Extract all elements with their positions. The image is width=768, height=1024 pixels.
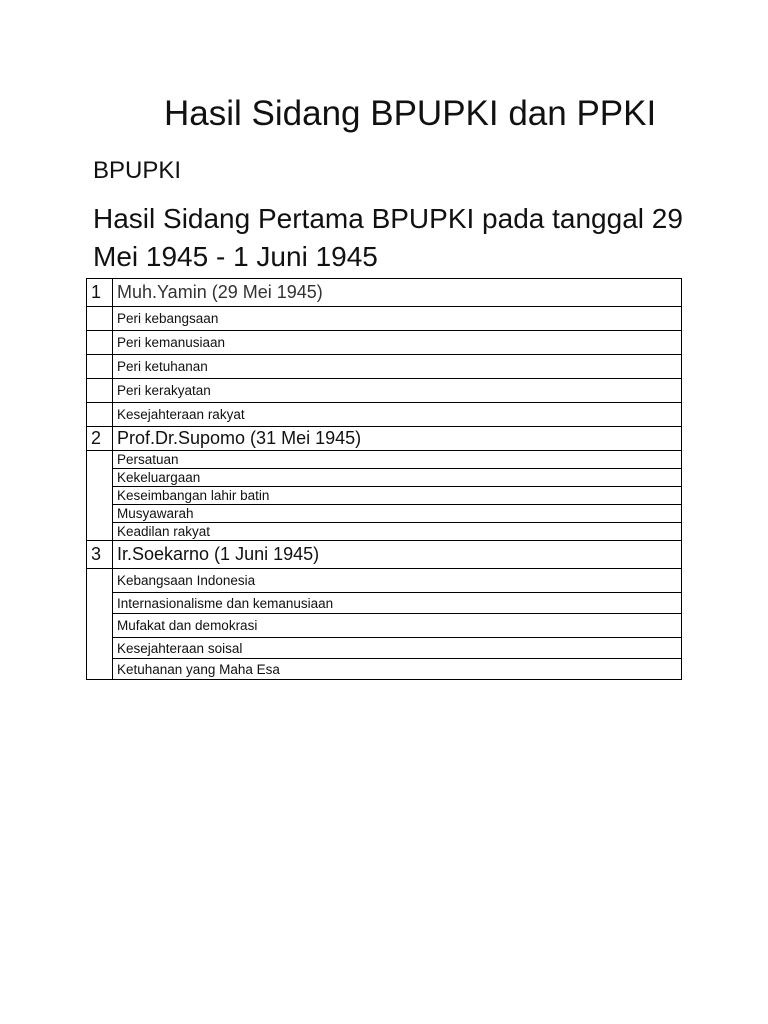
page-title: Hasil Sidang BPUPKI dan PPKI <box>164 94 657 133</box>
table-row <box>87 331 682 355</box>
table-row <box>87 659 682 680</box>
group-number: 2 <box>87 427 113 451</box>
blank-cell <box>87 403 113 427</box>
list-item: Kekeluargaan <box>113 469 682 487</box>
table-row <box>87 451 682 469</box>
list-item: Internasionalisme dan kemanusiaan <box>113 593 682 614</box>
group-header-row <box>87 541 682 569</box>
table-row <box>87 487 682 505</box>
group-name: Muh.Yamin (29 Mei 1945) <box>113 279 682 307</box>
sub-heading: Hasil Sidang Pertama BPUPKI pada tanggal 29 Mei 1945 - 1 Juni 1945 <box>93 203 683 272</box>
table-row <box>87 523 682 541</box>
group-header-row <box>87 427 682 451</box>
group-name: Prof.Dr.Supomo (31 Mei 1945) <box>113 427 682 451</box>
list-item: Persatuan <box>113 451 682 469</box>
blank-cell <box>87 331 113 355</box>
list-item: Peri kemanusiaan <box>113 331 682 355</box>
table-row <box>87 403 682 427</box>
list-item: Kesejahteraan rakyat <box>113 403 682 427</box>
list-item: Peri kebangsaan <box>113 307 682 331</box>
list-item: Mufakat dan demokrasi <box>113 614 682 638</box>
table-row <box>87 469 682 487</box>
blank-cell <box>87 307 113 331</box>
blank-cell <box>87 451 113 541</box>
table-row <box>87 355 682 379</box>
blank-cell <box>87 379 113 403</box>
group-number: 1 <box>87 279 113 307</box>
table-row <box>87 307 682 331</box>
table-row <box>87 379 682 403</box>
list-item: Peri kerakyatan <box>113 379 682 403</box>
table-row <box>87 593 682 614</box>
blank-cell <box>87 355 113 379</box>
table-row <box>87 505 682 523</box>
table-row <box>87 569 682 593</box>
list-item: Kesejahteraan soisal <box>113 638 682 659</box>
group-number: 3 <box>87 541 113 569</box>
results-table <box>86 278 682 680</box>
blank-cell <box>87 569 113 680</box>
list-item: Keadilan rakyat <box>113 523 682 541</box>
list-item: Ketuhanan yang Maha Esa <box>113 659 682 680</box>
table-row <box>87 614 682 638</box>
list-item: Kebangsaan Indonesia <box>113 569 682 593</box>
group-header-row <box>87 279 682 307</box>
section-heading: BPUPKI <box>93 157 182 184</box>
list-item: Keseimbangan lahir batin <box>113 487 682 505</box>
table-row <box>87 638 682 659</box>
list-item: Musyawarah <box>113 505 682 523</box>
group-name: Ir.Soekarno (1 Juni 1945) <box>113 541 682 569</box>
list-item: Peri ketuhanan <box>113 355 682 379</box>
